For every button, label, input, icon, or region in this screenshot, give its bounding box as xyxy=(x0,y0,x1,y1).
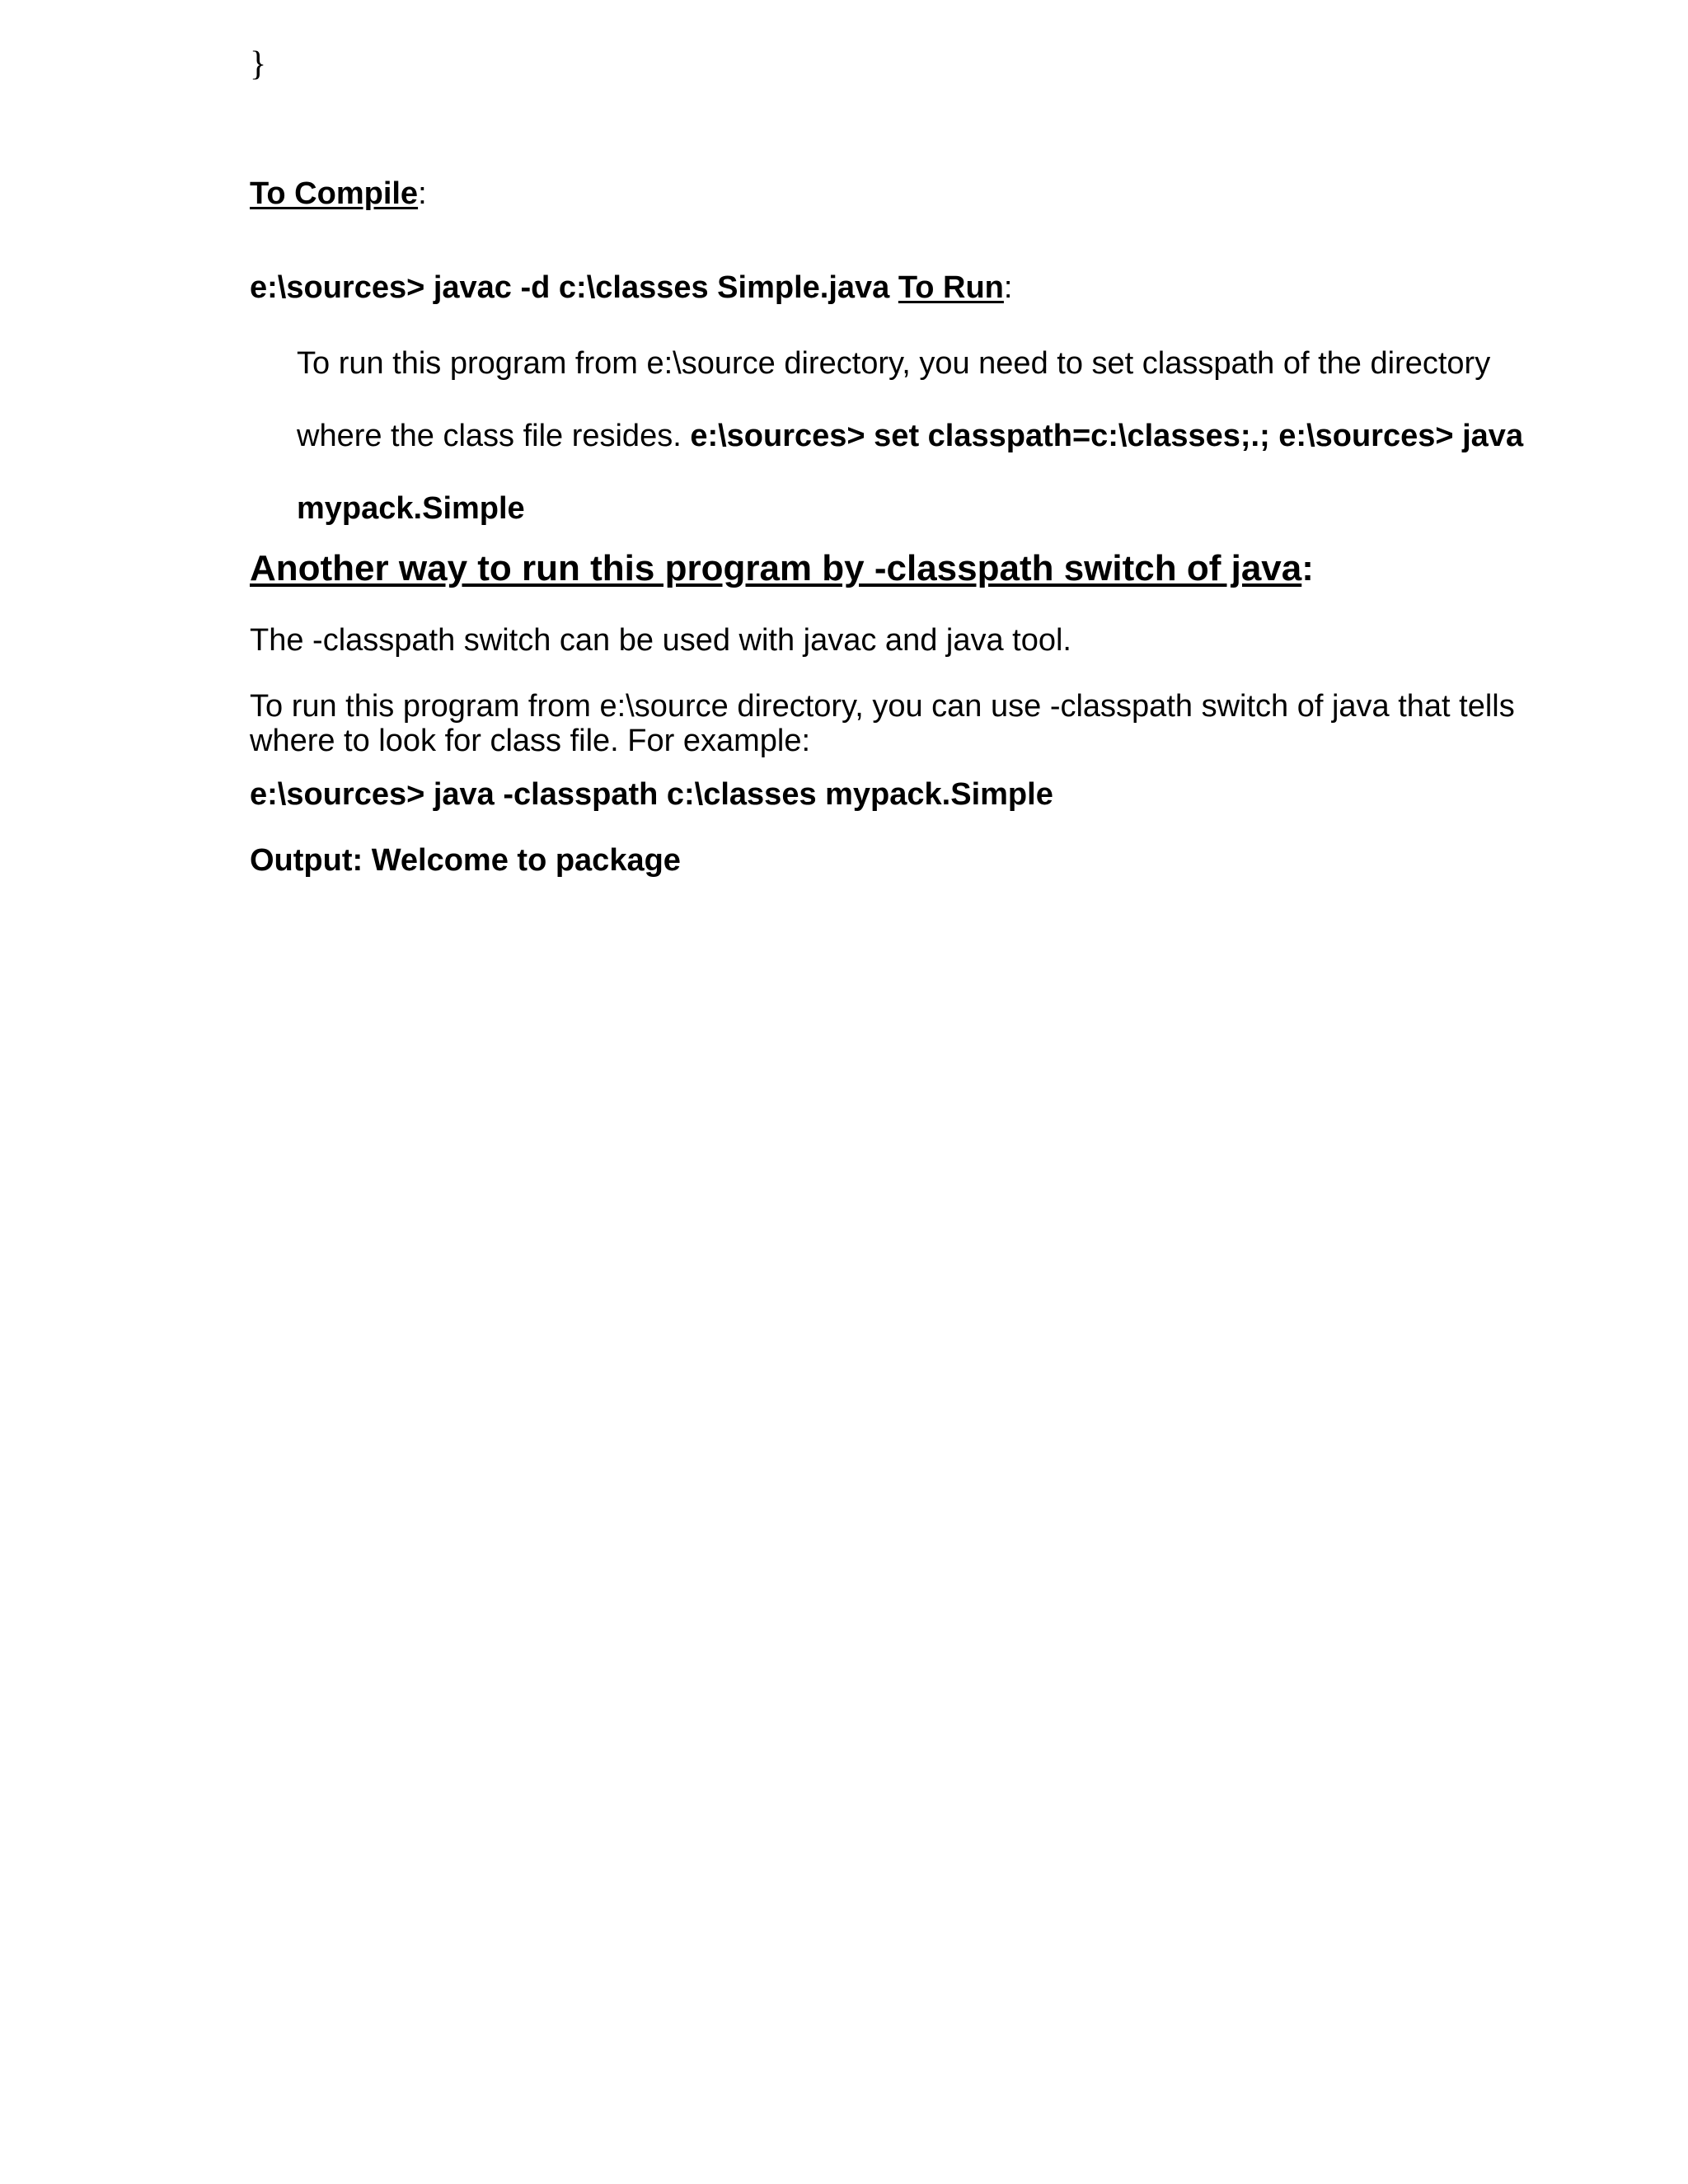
section-heading-colon: : xyxy=(1301,548,1314,588)
compile-heading-line xyxy=(250,176,427,212)
compile-command-line xyxy=(250,269,1012,306)
compile-label: To Compile xyxy=(250,176,419,211)
run-colon: : xyxy=(1003,270,1013,305)
paragraph-classpath-switch: The -classpath switch can be used with javac and java tool. xyxy=(250,623,1071,658)
run-instructions-command: e:\sources> set classpath=c:\classes;.; e:\sources> java xyxy=(690,419,1524,453)
paragraph-run-line-1: To run this program from e:\source directory, you can use -classpath switch of java that tells xyxy=(250,689,1515,724)
run-instructions-text: where the class file resides. xyxy=(297,419,691,453)
section-heading-text: Another way to run this program by -classpath switch of java xyxy=(250,548,1302,588)
example-command: e:\sources> java -classpath c:\classes mypack.Simple xyxy=(250,777,1053,812)
closing-brace: } xyxy=(250,45,267,83)
section-heading xyxy=(250,547,1314,590)
run-instructions-line-1: To run this program from e:\source directory, you need to set classpath of the directory xyxy=(297,346,1491,381)
output-line: Output: Welcome to package xyxy=(250,843,681,878)
run-instructions-line-2 xyxy=(297,418,1523,454)
run-instructions-line-3: mypack.Simple xyxy=(297,491,525,526)
compile-command: e:\sources> javac -d c:\classes Simple.java xyxy=(250,270,890,305)
compile-colon: : xyxy=(418,176,427,211)
run-label: To Run xyxy=(898,270,1004,305)
paragraph-run-line-2: where to look for class file. For example: xyxy=(250,724,811,758)
